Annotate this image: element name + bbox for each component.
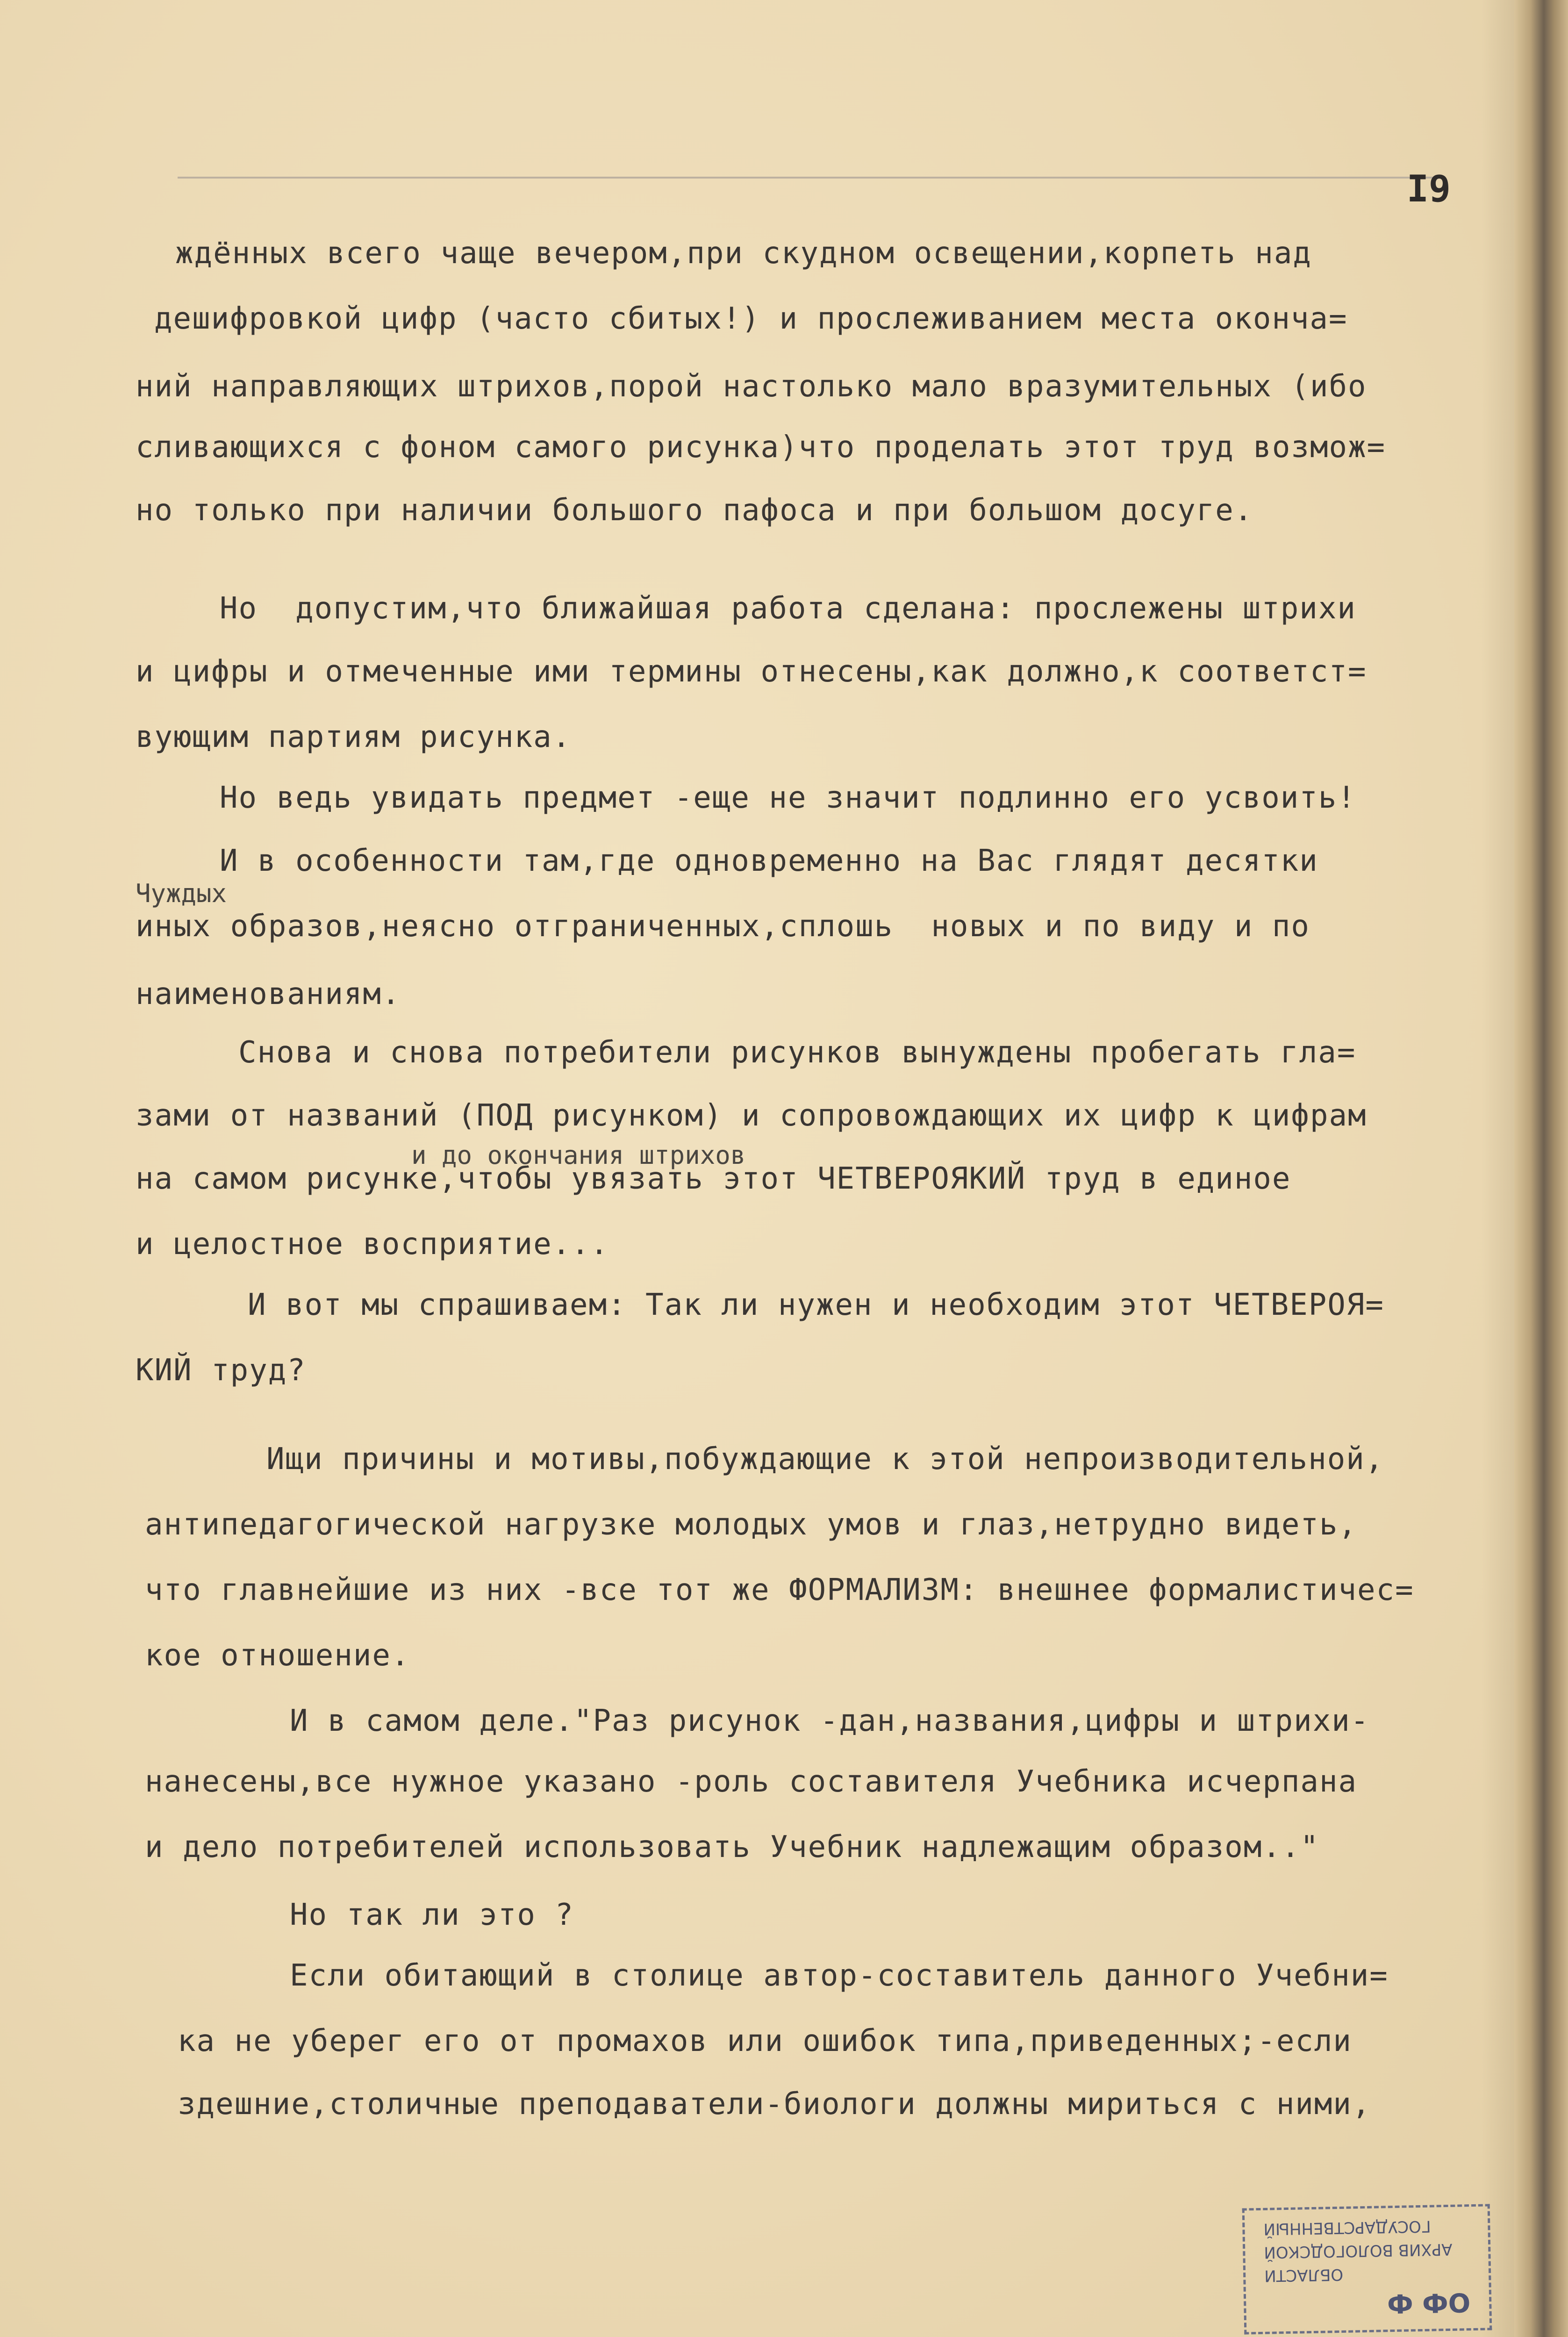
- text-line: ний направляющих штрихов,порой настолько мало вразумительных (ибо: [136, 369, 1367, 404]
- text-line: И в особенности там,где одновременно на Вас глядят десятки: [220, 844, 1318, 878]
- typed-insert: и до окончания штрихов: [411, 1140, 746, 1170]
- text-line: кое отношение.: [145, 1638, 410, 1673]
- text-line: что главнейшие из них -все тот же ФОРМАЛИЗМ: внешнее формалистичес=: [145, 1573, 1414, 1607]
- text-line: вующим партиям рисунка.: [136, 720, 572, 754]
- text-line: нанесены,все нужное указано -роль составителя Учебника исчерпана: [145, 1764, 1357, 1799]
- text-line: зами от названий (ПОД рисунком) и сопровождающих их цифр к цифрам: [136, 1098, 1367, 1133]
- binding-edge: [1514, 0, 1568, 2337]
- stamp-line: АРХИВ ВОЛОГОДСКОЙ: [1263, 2239, 1453, 2262]
- text-line: на самом рисунке,чтобы увязать этот ЧЕТВЕРОЯКИЙ труд в единое: [136, 1161, 1291, 1196]
- archive-stamp: [1242, 2204, 1492, 2334]
- page-number: I9: [1407, 168, 1451, 210]
- text-line: наименованиям.: [136, 977, 401, 1011]
- text-line: И вот мы спрашиваем: Так ли нужен и необходим этот ЧЕТВЕРОЯ=: [248, 1288, 1384, 1322]
- text-line: Ищи причины и мотивы,побуждающие к этой непроизводительной,: [266, 1442, 1384, 1477]
- text-line: но только при наличии большого пафоса и при большом досуге.: [136, 493, 1253, 528]
- text-line: и дело потребителей использовать Учебник надлежащим образом..": [145, 1830, 1319, 1864]
- text-line: дешифровкой цифр (часто сбитых!) и прослеживанием места окончa=: [154, 301, 1348, 336]
- text-line: здешние,столичные преподаватели-биологи должны мириться с ними,: [178, 2087, 1371, 2122]
- text-line: и целостное восприятие...: [136, 1227, 609, 1262]
- text-line: ждённых всего чаще вечером,при скудном освещении,корпеть над: [175, 236, 1312, 271]
- text-line: Снова и снова потребители рисунков вынуждены пробегать гла=: [238, 1035, 1356, 1070]
- stamp-mark: Ф ФО: [1387, 2288, 1471, 2321]
- text-line: Если обитающий в столице автор-составитель данного Учебни=: [290, 1958, 1389, 1993]
- text-line: Но так ли это ?: [290, 1898, 574, 1932]
- text-line: Но ведь увидать предмет -еще не значит подлинно его усвоить!: [220, 781, 1356, 815]
- text-line: иных образов,неясно отграниченных,сплошь новых и по виду и по: [136, 909, 1310, 944]
- text-line: КИЙ труд?: [136, 1353, 306, 1388]
- page-fold-shadow: [1482, 0, 1514, 2337]
- stamp-line: ГОСУДАРСТВЕННЫЙ: [1263, 2216, 1431, 2238]
- text-line: и цифры и отмеченные ими термины отнесены,как должно,к соответст=: [136, 654, 1367, 689]
- text-line: Но допустим,что ближайшая работа сделана: прослежены штрихи: [220, 591, 1356, 626]
- text-line: ка не уберег его от промахов или ошибок типа,приведенных;-если: [178, 2024, 1352, 2058]
- header-rule: [178, 177, 1439, 179]
- text-line: И в самом деле."Раз рисунок -дан,названия,цифры и штрихи-: [290, 1704, 1370, 1738]
- stamp-line: ОБЛАСТИ: [1264, 2265, 1344, 2285]
- handwritten-insert: Чуждых: [136, 879, 227, 908]
- text-line: сливающихся с фоном самого рисунка)что проделать этот труд возмож=: [136, 430, 1386, 465]
- text-line: антипедагогической нагрузке молодых умов и глаз,нетрудно видеть,: [145, 1507, 1357, 1542]
